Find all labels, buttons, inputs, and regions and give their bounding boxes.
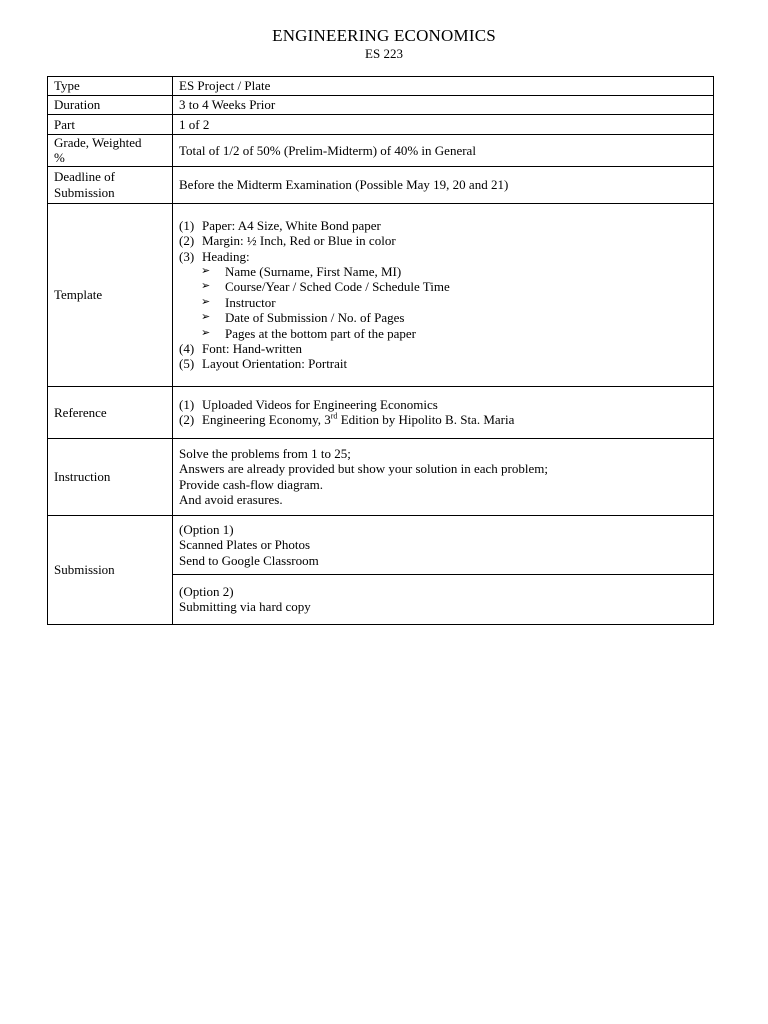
table-row-instruction bbox=[48, 438, 714, 515]
list-item: (4) Font: Hand-written bbox=[179, 341, 303, 357]
part-label: Part bbox=[48, 115, 173, 135]
list-item: (1) Uploaded Videos for Engineering Economics bbox=[179, 396, 438, 412]
template-list bbox=[179, 218, 707, 372]
list-item: ➢ Pages at the bottom part of the paper bbox=[201, 325, 416, 341]
table-row-type bbox=[48, 77, 714, 96]
submission-option1: (Option 1) Scanned Plates or Photos Send to Google Classroom bbox=[173, 515, 714, 574]
list-item: ➢ Course/Year / Sched Code / Schedule Time bbox=[201, 279, 450, 295]
course-code: ES 223 bbox=[365, 46, 403, 61]
list-item: ➢ Name (Surname, First Name, MI) bbox=[201, 264, 402, 279]
arrow-bullet-icon: ➢ bbox=[201, 295, 211, 308]
list-item: (1) Paper: A4 Size, White Bond paper bbox=[179, 217, 381, 233]
submission-option2: (Option 2) Submitting via hard copy bbox=[173, 574, 714, 624]
template-label: Template bbox=[48, 203, 173, 386]
deadline-label-line2: Submission bbox=[54, 184, 115, 200]
type-value: ES Project / Plate bbox=[173, 77, 714, 96]
page-header bbox=[0, 26, 768, 61]
deadline-label-line1: Deadline of bbox=[54, 169, 116, 185]
page-title: ENGINEERING ECONOMICS bbox=[272, 26, 496, 45]
table-row-template bbox=[48, 203, 714, 386]
grade-label bbox=[48, 135, 173, 167]
reference-list bbox=[179, 397, 707, 428]
list-item: (2) Engineering Economy, 3rd Edition by Hipolito B. Sta. Maria bbox=[179, 411, 515, 428]
grade-label-line2: % bbox=[54, 150, 65, 166]
heading-sublist bbox=[179, 264, 707, 341]
reference-label: Reference bbox=[48, 386, 173, 438]
deadline-label bbox=[48, 166, 173, 203]
list-item: (3) Heading: ➢ Name (Surname, First Name, MI) ➢ Course/Year / Sched Code / Schedule Time ➢ Instructor ➢ Date of Submission / No. of Pages ➢ Pages at the bottom part of the paper bbox=[179, 249, 707, 341]
arrow-bullet-icon: ➢ bbox=[201, 280, 211, 293]
duration-value: 3 to 4 Weeks Prior bbox=[173, 96, 714, 115]
table-row-grade bbox=[48, 135, 714, 167]
list-item: (2) Margin: ½ Inch, Red or Blue in color bbox=[179, 233, 396, 249]
table-row-duration bbox=[48, 96, 714, 115]
table-row-deadline bbox=[48, 166, 714, 203]
table-row-submission-option1 bbox=[48, 515, 714, 574]
duration-label: Duration bbox=[48, 96, 173, 115]
list-item: ➢ Date of Submission / No. of Pages bbox=[201, 310, 405, 326]
arrow-bullet-icon: ➢ bbox=[201, 265, 211, 277]
grade-label-line1: Grade, Weighted bbox=[54, 135, 142, 150]
list-item: (5) Layout Orientation: Portrait bbox=[179, 356, 348, 372]
table-row-reference bbox=[48, 386, 714, 438]
type-label: Type bbox=[48, 77, 173, 96]
instruction-value: Solve the problems from 1 to 25; Answers are already provided but show your solution in each problem; Provide cash-flow diagram. And avoid erasures. bbox=[173, 438, 714, 515]
submission-label: Submission bbox=[48, 515, 173, 624]
arrow-bullet-icon: ➢ bbox=[201, 311, 211, 324]
list-item: ➢ Instructor bbox=[201, 294, 276, 310]
reference-value bbox=[173, 386, 714, 438]
table-row-part bbox=[48, 115, 714, 135]
template-value bbox=[173, 203, 714, 386]
grade-value: Total of 1/2 of 50% (Prelim-Midterm) of 40% in General bbox=[173, 135, 714, 167]
requirements-table bbox=[47, 76, 714, 625]
deadline-value: Before the Midterm Examination (Possible May 19, 20 and 21) bbox=[173, 166, 714, 203]
instruction-label: Instruction bbox=[48, 438, 173, 515]
part-value: 1 of 2 bbox=[173, 115, 714, 135]
arrow-bullet-icon: ➢ bbox=[201, 326, 211, 339]
